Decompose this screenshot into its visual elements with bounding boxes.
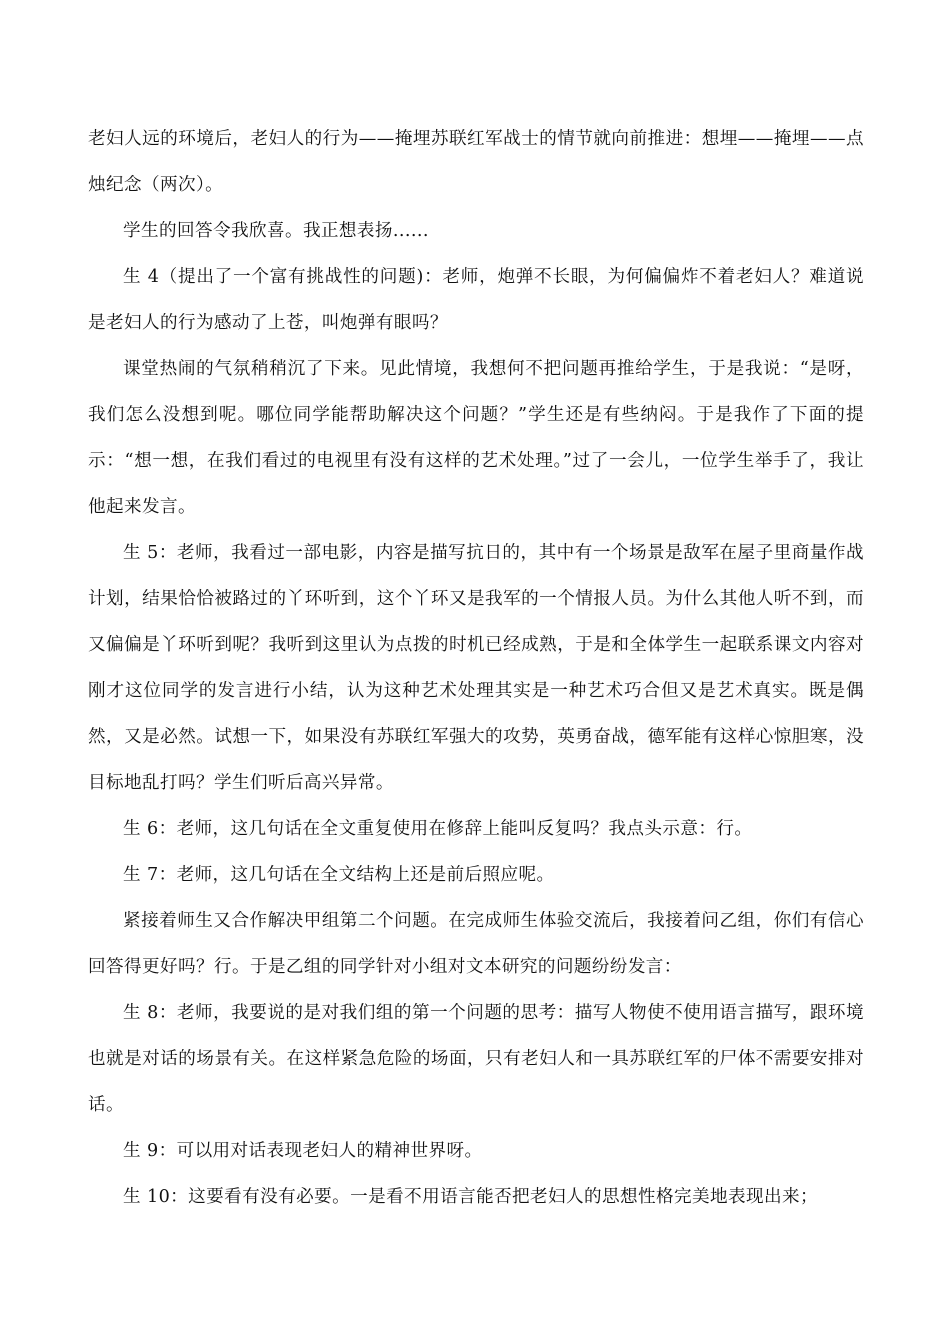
document-page [88,116,864,1220]
paragraph-3: 生 4（提出了一个富有挑战性的问题)：老师，炮弹不长眼，为何偏偏炸不着老妇人？难道说是老妇人的行为感动了上苍，叫炮弹有眼吗？ [88,267,864,333]
paragraph-8: 紧接着师生又合作解决甲组第二个问题。在完成师生体验交流后，我接着问乙组，你们有信心回答得更好吗？行。于是乙组的同学针对小组对文本研究的问题纷纷发言： [88,911,864,977]
paragraph-4: 课堂热闹的气氛稍稍沉了下来。见此情境，我想何不把问题再推给学生，于是我说：“是呀，我们怎么没想到呢。哪位同学能帮助解决这个问题？”学生还是有些纳闷。于是我作了下面的提示：“想一想，在我们看过的电视里有没有这样的艺术处理。”过了一会儿，一位学生举手了，我让他起来发言。 [88,359,864,517]
paragraph-5: 生 5：老师，我看过一部电影，内容是描写抗日的，其中有一个场景是敌军在屋子里商量作战计划，结果恰恰被路过的丫环听到，这个丫环又是我军的一个情报人员。为什么其他人听不到，而又偏偏是丫环听到呢？我听到这里认为点拨的时机已经成熟，于是和全体学生一起联系课文内容对刚才这位同学的发言进行小结，认为这种艺术处理其实是一种艺术巧合但又是艺术真实。既是偶然，又是必然。试想一下，如果没有苏联红军强大的攻势，英勇奋战，德军能有这样心惊胆寒，没目标地乱打吗？学生们听后高兴异常。 [88,543,864,793]
paragraph-11: 生 10：这要看有没有必要。一是看不用语言能否把老妇人的思想性格完美地表现出来； [123,1187,818,1207]
paragraph-6: 生 6：老师，这几句话在全文重复使用在修辞上能叫反复吗？我点头示意：行。 [123,819,753,839]
paragraph-1: 老妇人远的环境后，老妇人的行为——掩埋苏联红军战士的情节就向前推进：想埋——掩埋——点烛纪念（两次）。 [88,129,864,195]
paragraph-2: 学生的回答令我欣喜。我正想表扬...... [123,221,429,241]
paragraph-10: 生 9：可以用对话表现老妇人的精神世界呀。 [123,1141,483,1161]
paragraph-9: 生 8：老师，我要说的是对我们组的第一个问题的思考：描写人物使不使用语言描写，跟环境也就是对话的场景有关。在这样紧急危险的场面，只有老妇人和一具苏联红军的尸体不需要安排对话。 [88,1003,864,1115]
paragraph-7: 生 7：老师，这几句话在全文结构上还是前后照应呢。 [123,865,555,885]
